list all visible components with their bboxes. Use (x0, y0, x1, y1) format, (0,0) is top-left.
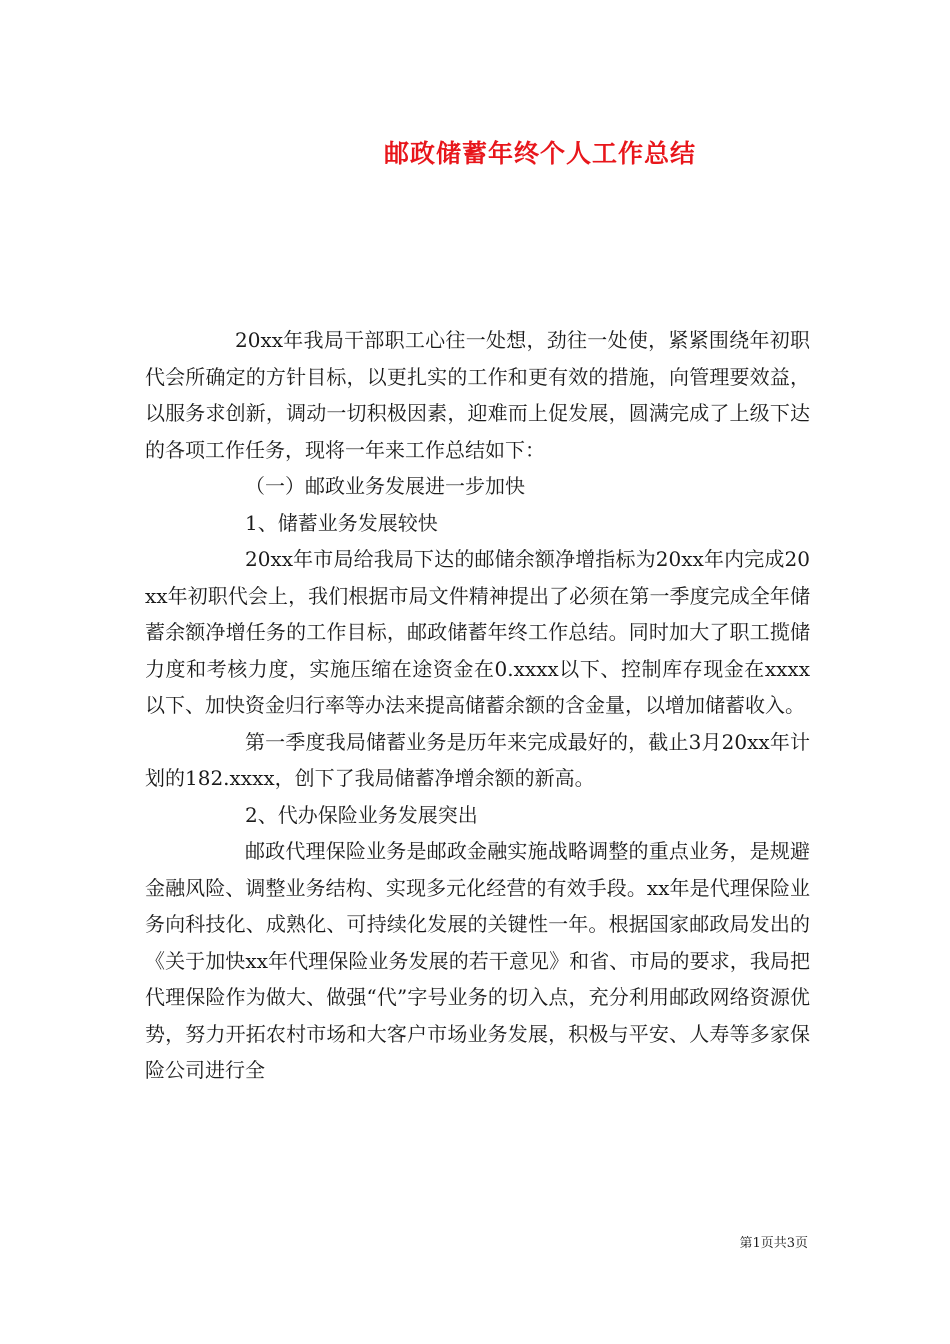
subheading-insurance: 2、代办保险业务发展突出 (245, 802, 478, 827)
subheading-savings: 1、储蓄业务发展较快 (245, 510, 438, 535)
page-footer: 第1页共3页 (739, 1236, 808, 1251)
document-title: 邮政储蓄年终个人工作总结 (383, 139, 696, 168)
paragraph-intro: 20xx年我局干部职工心往一处想，劲往一处使，紧紧围绕年初职代会所确定的方针目标，以更扎实的工作和更有效的措施，向管理要效益，以服务求创新，调动一切积极因素，迎难而上促发展，圆满完成了上级下达的各项工作任务，现将一年来工作总结如下： (145, 328, 810, 462)
paragraph-first-quarter: 第一季度我局储蓄业务是历年来完成最好的，截止3月20xx年计划的182.xxxx，创下了我局储蓄净增余额的新高。 (145, 729, 810, 790)
section-heading-postal-business: （一）邮政业务发展进一步加快 (245, 474, 525, 498)
paragraph-savings-target: 20xx年市局给我局下达的邮储余额净增指标为20xx年内完成20xx年初职代会上，我们根据市局文件精神提出了必须在第一季度完成全年储蓄余额净增任务的工作目标，邮政储蓄年终工作总结。同时加大了职工揽储力度和考核力度，实施压缩在途资金在0.xxxx以下、控制库存现金在xxxx以下、加快资金归行率等办法来提高储蓄余额的含金量，以增加储蓄收入。 (145, 547, 810, 717)
paragraph-insurance: 邮政代理保险业务是邮政金融实施战略调整的重点业务，是规避金融风险、调整业务结构、实现多元化经营的有效手段。xx年是代理保险业务向科技化、成熟化、可持续化发展的关键性一年。根据国家邮政局发出的《关于加快xx年代理保险业务发展的若干意见》和省、市局的要求，我局把代理保险作为做大、做强“代”字号业务的切入点，充分利用邮政网络资源优势，努力开拓农村市场和大客户市场业务发展，积极与平安、人寿等多家保险公司进行全 (145, 839, 810, 1082)
document-body (145, 322, 810, 1089)
